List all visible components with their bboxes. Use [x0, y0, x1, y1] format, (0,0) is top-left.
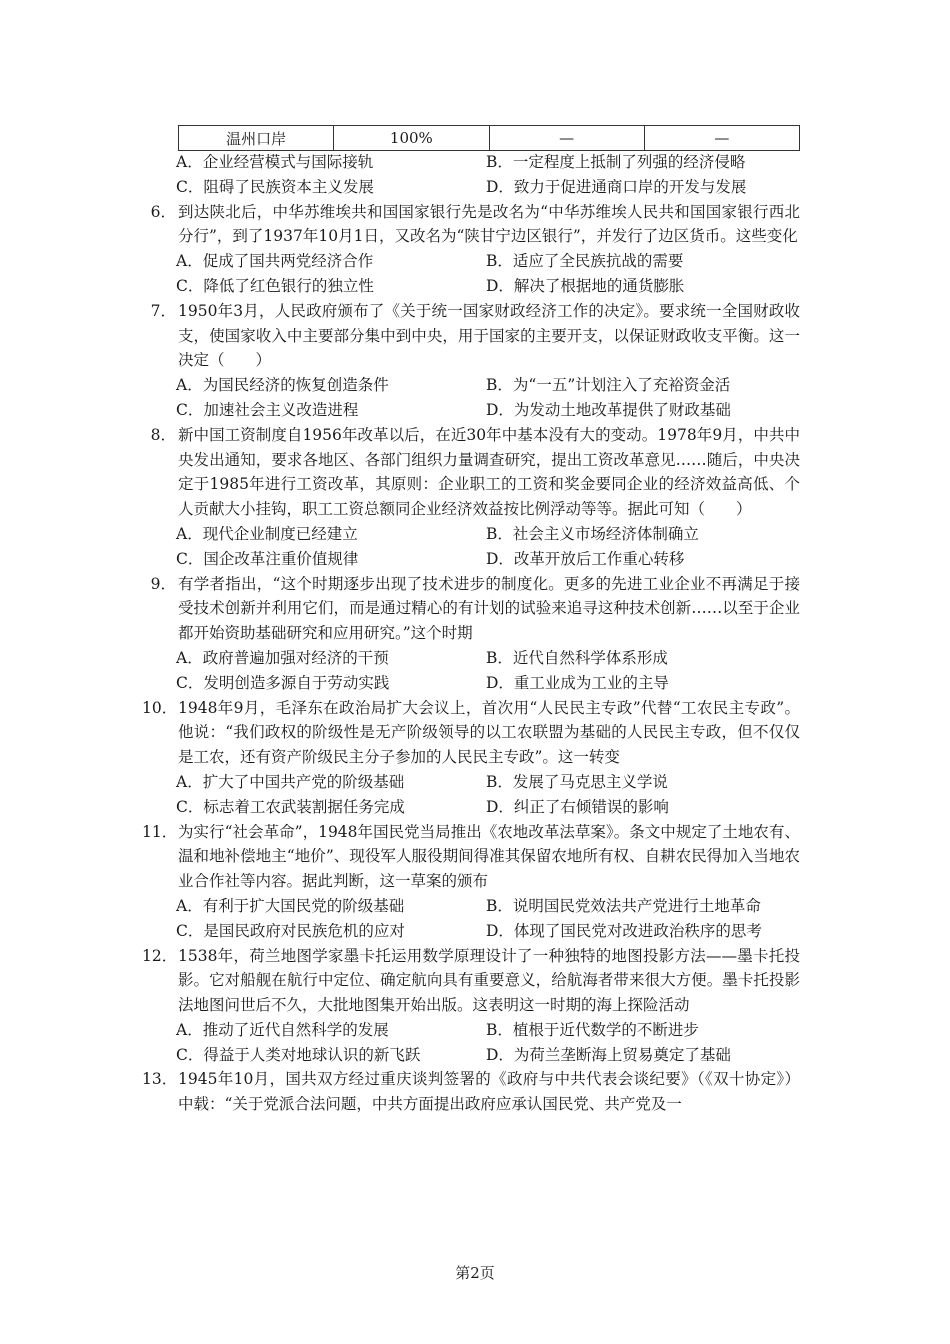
- question-number: 7．: [150, 301, 176, 320]
- question: [0, 423, 950, 572]
- question-text: 1950年3月，人民政府颁布了《关于统一国家财政经济工作的决定》。要求统一全国财政收支，使国家收入中主要部分集中到中央，用于国家的主要开支，以保证财政收支平衡。这一决定（ ）: [178, 301, 800, 370]
- option: C．得益于人类对地球认识的新飞跃: [176, 1045, 421, 1064]
- question: [0, 572, 950, 696]
- option: D．致力于促进通商口岸的开发与发展: [486, 177, 747, 196]
- option: C．降低了红色银行的独立性: [176, 276, 374, 295]
- question-stem: [0, 1067, 800, 1117]
- options: [176, 894, 950, 944]
- option: C．发明创造多源自于劳动实践: [176, 673, 390, 692]
- option: B．为“一五”计划注入了充裕资金活: [486, 376, 731, 395]
- option: C．加速社会主义改造进程: [176, 400, 359, 419]
- question: [0, 1067, 950, 1117]
- table-cell: 100%: [334, 126, 489, 151]
- question-stem: [0, 299, 800, 373]
- question-number: 9．: [150, 574, 176, 593]
- questions: [0, 200, 950, 1117]
- question: [0, 696, 950, 820]
- question-list: [0, 150, 950, 1117]
- question-stem: [0, 696, 800, 770]
- question-text: 新中国工资制度自1956年改革以后，在近30年中基本没有大的变动。1978年9月，中共中央发出通知，要求各地区、各部门组织力量调查研究，提出工资改革意见……随后，中央决定于1985年进行工资改革，其原则：企业职工的工资和奖金要同企业的经济效益高低、个人贡献大小挂钩，职工工资总额同企业经济效益按比例浮动等等。据此可知（ ）: [178, 425, 800, 519]
- option: B．社会主义市场经济体制确立: [486, 524, 699, 543]
- option: C．国企改革注重价值规律: [176, 549, 359, 568]
- option: A．企业经营模式与国际接轨: [176, 153, 374, 171]
- options: [176, 522, 950, 572]
- option: B．发展了马克思主义学说: [486, 772, 668, 791]
- question: [0, 200, 950, 299]
- question: [0, 820, 950, 944]
- option: B．一定程度上抵制了列强的经济侵略: [486, 153, 746, 171]
- option: B．适应了全民族抗战的需要: [486, 252, 684, 271]
- question-number: 12．: [142, 946, 178, 965]
- page-number: 第2页: [455, 1264, 495, 1282]
- table-cell: —: [644, 126, 799, 151]
- question-stem: [0, 200, 800, 250]
- question-number: 8．: [150, 425, 176, 444]
- table-cell: —: [489, 126, 644, 151]
- option: A．扩大了中国共产党的阶级基础: [176, 772, 405, 791]
- option: A．促成了国共两党经济合作: [176, 252, 374, 271]
- option: C．标志着工农武装割据任务完成: [176, 797, 405, 816]
- question: [0, 299, 950, 423]
- question-stem: [0, 944, 800, 1018]
- option: A．有利于扩大国民党的阶级基础: [176, 896, 405, 915]
- question-number: 11．: [142, 822, 178, 841]
- option: D．纠正了右倾错误的影响: [486, 797, 669, 816]
- options: [176, 373, 950, 423]
- option: C．是国民政府对民族危机的应对: [176, 921, 405, 940]
- question-text: 1948年9月，毛泽东在政治局扩大会议上，首次用“人民民主专政”代替“工农民主专政”。他说：“我们政权的阶级性是无产阶级领导的以工农联盟为基础的人民民主专政，但不仅仅是工农，还有资产阶级民主分子参加的人民民主专政”。这一转变: [178, 698, 800, 767]
- option: D．为荷兰垄断海上贸易奠定了基础: [486, 1045, 731, 1064]
- data-table: [178, 125, 800, 151]
- question-text: 1538年，荷兰地图学家墨卡托运用数学原理设计了一种独特的地图投影方法——墨卡托投影。它对船舰在航行中定位、确定航向具有重要意义，给航海者带来很大方便。墨卡托投影法地图问世后不久，大批地图集开始出版。这表明这一时期的海上探险活动: [178, 946, 800, 1015]
- question: [0, 944, 950, 1068]
- option: D．改革开放后工作重心转移: [486, 549, 685, 568]
- question-number: 6．: [150, 202, 176, 221]
- options: [176, 249, 950, 299]
- option: C．阻碍了民族资本主义发展: [176, 177, 374, 196]
- q5-options: [176, 150, 950, 200]
- question-number: 10．: [142, 698, 178, 717]
- option: B．说明国民党效法共产党进行土地革命: [486, 896, 761, 915]
- option: D．重工业成为工业的主导: [486, 673, 669, 692]
- question-stem: [0, 820, 800, 894]
- option: A．政府普遍加强对经济的干预: [176, 648, 389, 667]
- table-row: [179, 126, 800, 151]
- option: D．解决了根据地的通货膨胀: [486, 276, 685, 295]
- question-number: 13．: [142, 1070, 178, 1089]
- question-stem: [0, 572, 800, 646]
- question-text: 到达陕北后，中华苏维埃共和国国家银行先是改名为“中华苏维埃人民共和国国家银行西北分行”，到了1937年10月1日，又改名为“陕甘宁边区银行”，并发行了边区货币。这些变化: [178, 202, 800, 246]
- option: A．现代企业制度已经建立: [176, 524, 358, 543]
- option: D．体现了国民党对改进政治秩序的思考: [486, 921, 762, 940]
- question-text: 为实行“社会革命”，1948年国民党当局推出《农地改革法草案》。条文中规定了土地农有、温和地补偿地主“地价”、现役军人服役期间得准其保留农地所有权、自耕农民得加入当地农业合作社等内容。据此判断，这一草案的颁布: [178, 822, 800, 891]
- options: [176, 646, 950, 696]
- question-text: 有学者指出，“这个时期逐步出现了技术进步的制度化。更多的先进工业企业不再满足于接受技术创新并利用它们，而是通过精心的有计划的试验来追寻这种技术创新……以至于企业都开始资助基础研究和应用研究。”这个时期: [178, 574, 800, 643]
- option: D．为发动土地改革提供了财政基础: [486, 400, 731, 419]
- options: [176, 770, 950, 820]
- option: A．推动了近代自然科学的发展: [176, 1020, 389, 1039]
- options: [176, 1018, 950, 1068]
- option: B．植根于近代数学的不断进步: [486, 1020, 699, 1039]
- option: B．近代自然科学体系形成: [486, 648, 668, 667]
- question-text: 1945年10月，国共双方经过重庆谈判签署的《政府与中共代表会谈纪要》（《双十协定》）中载：“关于党派合法问题，中共方面提出政府应承认国民党、共产党及一: [178, 1070, 800, 1114]
- option: A．为国民经济的恢复创造条件: [176, 376, 389, 395]
- question-stem: [0, 423, 800, 522]
- table-cell: 温州口岸: [179, 126, 334, 151]
